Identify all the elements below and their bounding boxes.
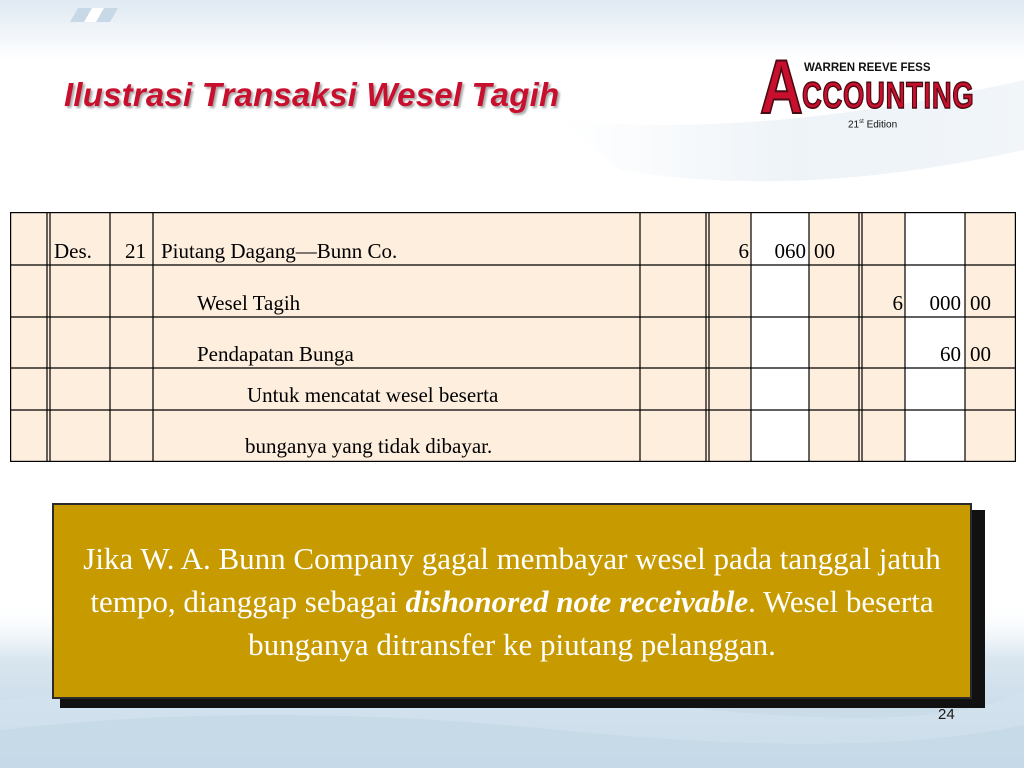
callout-text <box>70 537 954 666</box>
credit-cents: 00 <box>970 342 991 366</box>
logo-letter-a: A <box>760 45 803 130</box>
debit-cents: 00 <box>814 239 835 263</box>
callout-text-after: . Wesel beserta bunganya ditransfer ke piutang pelanggan. <box>248 583 934 662</box>
callout-emphasis: dishonored note receivable <box>405 583 749 619</box>
account-name: Wesel Tagih <box>197 291 301 315</box>
logo-wordmark: CCOUNTING <box>802 75 975 116</box>
callout-text-before: Jika W. A. Bunn Company gagal membayar wesel pada tanggal jatuh tempo, dianggap sebagai <box>83 540 941 619</box>
top-stripes <box>70 8 118 22</box>
logo-authors: WARREN REEVE FESS <box>804 62 931 74</box>
credit-cents: 00 <box>970 291 991 315</box>
edition-number: 21 <box>848 119 860 131</box>
credit-units: 60 <box>940 342 961 366</box>
entry-day: 21 <box>125 239 146 263</box>
slide-title: Ilustrasi Transaksi Wesel Tagih <box>64 76 560 113</box>
entry-explanation-line-1: Untuk mencatat wesel beserta <box>247 383 499 407</box>
account-name: Piutang Dagang—Bunn Co. <box>161 239 398 263</box>
account-name: Pendapatan Bunga <box>197 342 354 366</box>
page-number: 24 <box>938 706 955 723</box>
explanation-callout <box>52 503 972 699</box>
debit-units: 060 <box>774 239 806 263</box>
debit-thousands: 6 <box>738 239 749 263</box>
credit-units: 000 <box>929 291 961 315</box>
entry-month: Des. <box>54 239 92 263</box>
accounting-logo <box>760 45 975 134</box>
credit-thousands: 6 <box>892 291 903 315</box>
edition-label: Edition <box>863 119 898 131</box>
entry-explanation-line-2: bunganya yang tidak dibayar. <box>245 434 493 458</box>
logo-edition <box>848 119 897 130</box>
edition-suffix: st <box>859 119 864 125</box>
journal-entry-table <box>10 212 1016 462</box>
